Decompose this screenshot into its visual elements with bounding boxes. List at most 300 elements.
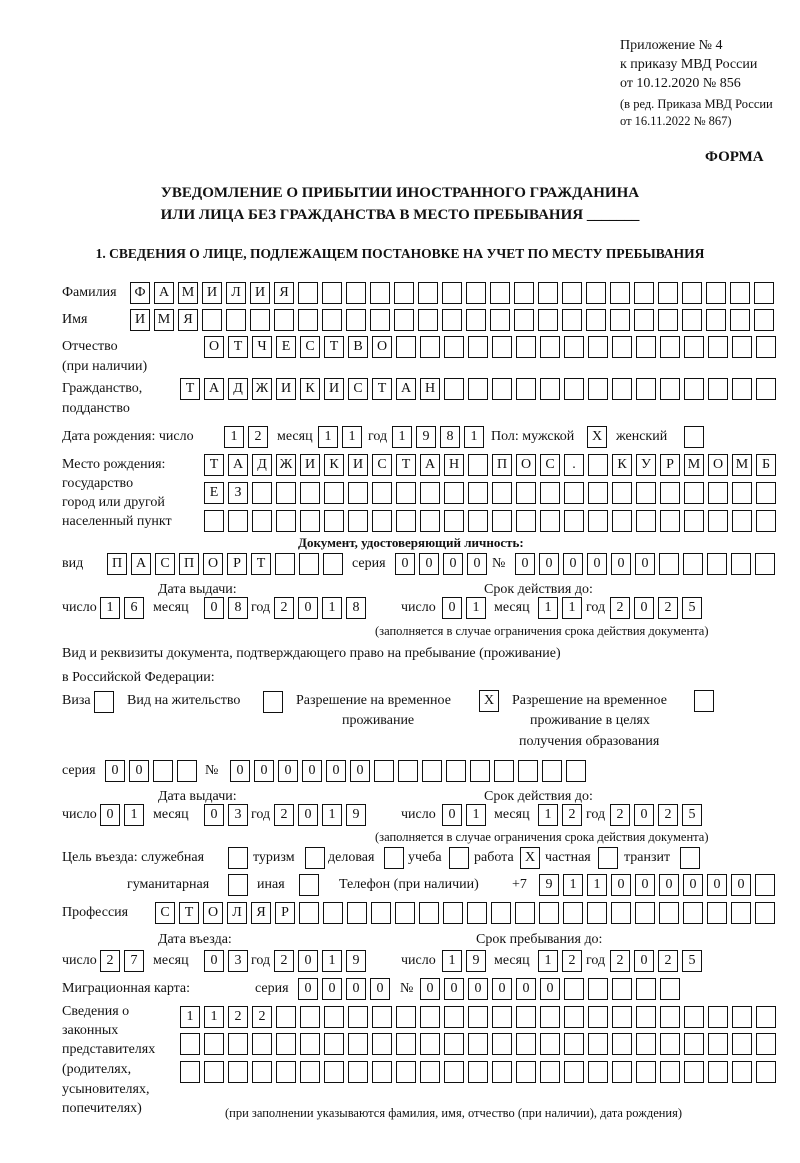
- char-cell[interactable]: [398, 760, 418, 782]
- char-cell[interactable]: Т: [228, 336, 248, 358]
- char-cell[interactable]: Д: [252, 454, 272, 476]
- char-cell[interactable]: 0: [683, 874, 703, 896]
- char-cell[interactable]: [444, 378, 464, 400]
- char-cell[interactable]: 2: [228, 1006, 248, 1028]
- char-cell[interactable]: И: [250, 282, 270, 304]
- char-cell[interactable]: [612, 378, 632, 400]
- char-cell[interactable]: М: [684, 454, 704, 476]
- char-cell[interactable]: [588, 454, 608, 476]
- representatives-line-1[interactable]: [180, 1006, 776, 1028]
- char-cell[interactable]: П: [179, 553, 199, 575]
- char-cell[interactable]: [684, 482, 704, 504]
- char-cell[interactable]: [322, 309, 342, 331]
- stay-number-field[interactable]: [230, 760, 586, 782]
- char-cell[interactable]: [684, 1033, 704, 1055]
- char-cell[interactable]: [324, 510, 344, 532]
- char-cell[interactable]: [682, 282, 702, 304]
- char-cell[interactable]: [300, 1061, 320, 1083]
- char-cell[interactable]: К: [612, 454, 632, 476]
- char-cell[interactable]: [660, 510, 680, 532]
- char-cell[interactable]: [396, 336, 416, 358]
- char-cell[interactable]: [250, 309, 270, 331]
- representatives-line-2[interactable]: [180, 1033, 776, 1055]
- char-cell[interactable]: 2: [274, 950, 294, 972]
- char-cell[interactable]: [492, 1061, 512, 1083]
- char-cell[interactable]: 0: [516, 978, 536, 1000]
- char-cell[interactable]: [634, 309, 654, 331]
- purpose-tourism-checkbox[interactable]: [305, 847, 325, 869]
- char-cell[interactable]: [732, 510, 752, 532]
- char-cell[interactable]: А: [396, 378, 416, 400]
- char-cell[interactable]: 0: [634, 950, 654, 972]
- char-cell[interactable]: Я: [274, 282, 294, 304]
- char-cell[interactable]: [324, 1061, 344, 1083]
- char-cell[interactable]: [226, 309, 246, 331]
- char-cell[interactable]: Н: [420, 378, 440, 400]
- char-cell[interactable]: [564, 336, 584, 358]
- char-cell[interactable]: [276, 510, 296, 532]
- char-cell[interactable]: [755, 553, 775, 575]
- char-cell[interactable]: [515, 902, 535, 924]
- edu-residence-checkbox[interactable]: [694, 690, 714, 712]
- char-cell[interactable]: [732, 1033, 752, 1055]
- char-cell[interactable]: [732, 482, 752, 504]
- patronymic-field[interactable]: [204, 336, 776, 358]
- char-cell[interactable]: В: [348, 336, 368, 358]
- char-cell[interactable]: [588, 378, 608, 400]
- char-cell[interactable]: З: [228, 482, 248, 504]
- char-cell[interactable]: [612, 1033, 632, 1055]
- char-cell[interactable]: [466, 309, 486, 331]
- char-cell[interactable]: [636, 1006, 656, 1028]
- char-cell[interactable]: Р: [660, 454, 680, 476]
- char-cell[interactable]: [494, 760, 514, 782]
- citizenship-field[interactable]: [180, 378, 776, 400]
- char-cell[interactable]: [372, 482, 392, 504]
- char-cell[interactable]: 2: [274, 597, 294, 619]
- char-cell[interactable]: [444, 336, 464, 358]
- char-cell[interactable]: [468, 1033, 488, 1055]
- char-cell[interactable]: [659, 902, 679, 924]
- purpose-business-checkbox[interactable]: [384, 847, 404, 869]
- char-cell[interactable]: Р: [275, 902, 295, 924]
- char-cell[interactable]: 0: [611, 553, 631, 575]
- char-cell[interactable]: 0: [204, 597, 224, 619]
- char-cell[interactable]: 2: [610, 950, 630, 972]
- char-cell[interactable]: [396, 1006, 416, 1028]
- char-cell[interactable]: 2: [658, 597, 678, 619]
- stay-series-field[interactable]: [105, 760, 197, 782]
- char-cell[interactable]: [442, 282, 462, 304]
- char-cell[interactable]: 1: [538, 950, 558, 972]
- char-cell[interactable]: [443, 902, 463, 924]
- char-cell[interactable]: [542, 760, 562, 782]
- char-cell[interactable]: [684, 336, 704, 358]
- char-cell[interactable]: 2: [248, 426, 268, 448]
- char-cell[interactable]: 1: [224, 426, 244, 448]
- char-cell[interactable]: [490, 282, 510, 304]
- char-cell[interactable]: 0: [419, 553, 439, 575]
- char-cell[interactable]: А: [228, 454, 248, 476]
- id-series-field[interactable]: [395, 553, 487, 575]
- char-cell[interactable]: [756, 1006, 776, 1028]
- char-cell[interactable]: [684, 510, 704, 532]
- stay-until-day-field[interactable]: [442, 950, 486, 972]
- char-cell[interactable]: [346, 282, 366, 304]
- char-cell[interactable]: [756, 482, 776, 504]
- char-cell[interactable]: [564, 1033, 584, 1055]
- char-cell[interactable]: [348, 1033, 368, 1055]
- char-cell[interactable]: И: [348, 454, 368, 476]
- char-cell[interactable]: Ж: [276, 454, 296, 476]
- char-cell[interactable]: 0: [298, 597, 318, 619]
- char-cell[interactable]: [516, 510, 536, 532]
- char-cell[interactable]: 0: [395, 553, 415, 575]
- char-cell[interactable]: [468, 378, 488, 400]
- char-cell[interactable]: [370, 282, 390, 304]
- char-cell[interactable]: [348, 1061, 368, 1083]
- char-cell[interactable]: 1: [322, 950, 342, 972]
- char-cell[interactable]: [588, 1033, 608, 1055]
- char-cell[interactable]: Л: [227, 902, 247, 924]
- char-cell[interactable]: Б: [756, 454, 776, 476]
- birth-month-field[interactable]: [318, 426, 362, 448]
- char-cell[interactable]: 1: [322, 804, 342, 826]
- birth-year-field[interactable]: [392, 426, 484, 448]
- char-cell[interactable]: [636, 1033, 656, 1055]
- char-cell[interactable]: 9: [346, 950, 366, 972]
- char-cell[interactable]: 1: [204, 1006, 224, 1028]
- purpose-official-checkbox[interactable]: [228, 847, 248, 869]
- char-cell[interactable]: [252, 1033, 272, 1055]
- char-cell[interactable]: 0: [129, 760, 149, 782]
- stay-until-month-field[interactable]: [538, 950, 582, 972]
- char-cell[interactable]: [322, 282, 342, 304]
- char-cell[interactable]: 9: [416, 426, 436, 448]
- char-cell[interactable]: [540, 1006, 560, 1028]
- char-cell[interactable]: 8: [228, 597, 248, 619]
- char-cell[interactable]: [636, 1061, 656, 1083]
- char-cell[interactable]: [540, 1033, 560, 1055]
- char-cell[interactable]: [516, 482, 536, 504]
- char-cell[interactable]: [470, 760, 490, 782]
- char-cell[interactable]: И: [300, 454, 320, 476]
- char-cell[interactable]: И: [276, 378, 296, 400]
- char-cell[interactable]: [276, 482, 296, 504]
- char-cell[interactable]: 1: [466, 597, 486, 619]
- char-cell[interactable]: [444, 482, 464, 504]
- char-cell[interactable]: 0: [731, 874, 751, 896]
- purpose-work-checkbox[interactable]: X: [520, 847, 540, 869]
- char-cell[interactable]: [516, 1033, 536, 1055]
- char-cell[interactable]: 0: [659, 874, 679, 896]
- char-cell[interactable]: 0: [442, 804, 462, 826]
- char-cell[interactable]: Е: [204, 482, 224, 504]
- char-cell[interactable]: [346, 309, 366, 331]
- char-cell[interactable]: [636, 978, 656, 1000]
- char-cell[interactable]: [612, 1061, 632, 1083]
- char-cell[interactable]: Ч: [252, 336, 272, 358]
- char-cell[interactable]: [372, 1033, 392, 1055]
- char-cell[interactable]: [396, 1033, 416, 1055]
- char-cell[interactable]: 0: [370, 978, 390, 1000]
- birthplace-line-2[interactable]: [204, 482, 776, 504]
- char-cell[interactable]: [516, 336, 536, 358]
- name-field[interactable]: [130, 309, 774, 331]
- char-cell[interactable]: 2: [274, 804, 294, 826]
- char-cell[interactable]: У: [636, 454, 656, 476]
- char-cell[interactable]: 0: [540, 978, 560, 1000]
- char-cell[interactable]: [708, 1033, 728, 1055]
- char-cell[interactable]: [612, 1006, 632, 1028]
- char-cell[interactable]: [252, 482, 272, 504]
- char-cell[interactable]: [756, 1033, 776, 1055]
- char-cell[interactable]: [756, 510, 776, 532]
- char-cell[interactable]: [588, 978, 608, 1000]
- char-cell[interactable]: Л: [226, 282, 246, 304]
- char-cell[interactable]: [274, 309, 294, 331]
- stay-issue-year-field[interactable]: [274, 804, 366, 826]
- char-cell[interactable]: 0: [563, 553, 583, 575]
- char-cell[interactable]: [491, 902, 511, 924]
- char-cell[interactable]: 7: [124, 950, 144, 972]
- char-cell[interactable]: [153, 760, 173, 782]
- phone-field[interactable]: [539, 874, 775, 896]
- char-cell[interactable]: [372, 1061, 392, 1083]
- char-cell[interactable]: [682, 309, 702, 331]
- char-cell[interactable]: [468, 1006, 488, 1028]
- char-cell[interactable]: 0: [278, 760, 298, 782]
- char-cell[interactable]: 0: [105, 760, 125, 782]
- char-cell[interactable]: [540, 336, 560, 358]
- char-cell[interactable]: [540, 1061, 560, 1083]
- char-cell[interactable]: 0: [587, 553, 607, 575]
- char-cell[interactable]: [684, 1061, 704, 1083]
- char-cell[interactable]: [492, 336, 512, 358]
- id-valid-day-field[interactable]: [442, 597, 486, 619]
- char-cell[interactable]: А: [154, 282, 174, 304]
- char-cell[interactable]: [708, 378, 728, 400]
- char-cell[interactable]: Я: [251, 902, 271, 924]
- char-cell[interactable]: [514, 282, 534, 304]
- char-cell[interactable]: [708, 1061, 728, 1083]
- char-cell[interactable]: 0: [204, 804, 224, 826]
- id-valid-month-field[interactable]: [538, 597, 582, 619]
- sex-female-checkbox[interactable]: [684, 426, 704, 448]
- char-cell[interactable]: 8: [346, 597, 366, 619]
- char-cell[interactable]: 2: [562, 804, 582, 826]
- purpose-other-checkbox[interactable]: [299, 874, 319, 896]
- char-cell[interactable]: [180, 1061, 200, 1083]
- char-cell[interactable]: 0: [298, 978, 318, 1000]
- char-cell[interactable]: М: [178, 282, 198, 304]
- char-cell[interactable]: [564, 1006, 584, 1028]
- char-cell[interactable]: [754, 282, 774, 304]
- char-cell[interactable]: А: [420, 454, 440, 476]
- char-cell[interactable]: Н: [444, 454, 464, 476]
- char-cell[interactable]: [467, 902, 487, 924]
- char-cell[interactable]: [755, 874, 775, 896]
- char-cell[interactable]: 0: [635, 874, 655, 896]
- char-cell[interactable]: 1: [464, 426, 484, 448]
- char-cell[interactable]: 1: [538, 804, 558, 826]
- id-valid-year-field[interactable]: [610, 597, 702, 619]
- char-cell[interactable]: [300, 1033, 320, 1055]
- char-cell[interactable]: [468, 482, 488, 504]
- char-cell[interactable]: [420, 510, 440, 532]
- char-cell[interactable]: [660, 378, 680, 400]
- char-cell[interactable]: [420, 482, 440, 504]
- char-cell[interactable]: [708, 1006, 728, 1028]
- char-cell[interactable]: 1: [442, 950, 462, 972]
- char-cell[interactable]: [446, 760, 466, 782]
- char-cell[interactable]: 2: [252, 1006, 272, 1028]
- char-cell[interactable]: [444, 1006, 464, 1028]
- char-cell[interactable]: [468, 510, 488, 532]
- id-number-field[interactable]: [515, 553, 775, 575]
- char-cell[interactable]: [586, 282, 606, 304]
- char-cell[interactable]: [252, 1061, 272, 1083]
- char-cell[interactable]: [276, 1006, 296, 1028]
- char-cell[interactable]: 0: [634, 597, 654, 619]
- char-cell[interactable]: О: [516, 454, 536, 476]
- char-cell[interactable]: [228, 510, 248, 532]
- char-cell[interactable]: 0: [515, 553, 535, 575]
- char-cell[interactable]: [610, 282, 630, 304]
- char-cell[interactable]: [707, 902, 727, 924]
- char-cell[interactable]: [708, 510, 728, 532]
- char-cell[interactable]: [660, 978, 680, 1000]
- char-cell[interactable]: 0: [350, 760, 370, 782]
- char-cell[interactable]: Т: [179, 902, 199, 924]
- migration-number-field[interactable]: [420, 978, 680, 1000]
- char-cell[interactable]: [180, 1033, 200, 1055]
- char-cell[interactable]: [586, 309, 606, 331]
- char-cell[interactable]: 6: [124, 597, 144, 619]
- char-cell[interactable]: И: [202, 282, 222, 304]
- char-cell[interactable]: 2: [658, 950, 678, 972]
- char-cell[interactable]: [707, 553, 727, 575]
- char-cell[interactable]: [564, 1061, 584, 1083]
- char-cell[interactable]: [444, 510, 464, 532]
- char-cell[interactable]: [732, 378, 752, 400]
- char-cell[interactable]: 0: [420, 978, 440, 1000]
- char-cell[interactable]: 0: [468, 978, 488, 1000]
- char-cell[interactable]: [324, 1006, 344, 1028]
- char-cell[interactable]: [538, 309, 558, 331]
- char-cell[interactable]: [756, 336, 776, 358]
- char-cell[interactable]: [347, 902, 367, 924]
- char-cell[interactable]: [636, 378, 656, 400]
- char-cell[interactable]: 1: [318, 426, 338, 448]
- char-cell[interactable]: Ж: [252, 378, 272, 400]
- char-cell[interactable]: Т: [324, 336, 344, 358]
- char-cell[interactable]: 0: [204, 950, 224, 972]
- migration-series-field[interactable]: [298, 978, 390, 1000]
- char-cell[interactable]: 0: [492, 978, 512, 1000]
- char-cell[interactable]: [564, 510, 584, 532]
- entry-month-field[interactable]: [204, 950, 248, 972]
- char-cell[interactable]: [706, 282, 726, 304]
- char-cell[interactable]: [492, 1033, 512, 1055]
- purpose-private-checkbox[interactable]: [598, 847, 618, 869]
- id-issue-month-field[interactable]: [204, 597, 248, 619]
- char-cell[interactable]: [708, 482, 728, 504]
- char-cell[interactable]: 0: [298, 950, 318, 972]
- char-cell[interactable]: [612, 482, 632, 504]
- stay-valid-day-field[interactable]: [442, 804, 486, 826]
- char-cell[interactable]: [300, 482, 320, 504]
- char-cell[interactable]: К: [324, 454, 344, 476]
- char-cell[interactable]: [371, 902, 391, 924]
- char-cell[interactable]: [612, 978, 632, 1000]
- char-cell[interactable]: 1: [322, 597, 342, 619]
- char-cell[interactable]: 0: [539, 553, 559, 575]
- char-cell[interactable]: [204, 510, 224, 532]
- char-cell[interactable]: 2: [610, 804, 630, 826]
- char-cell[interactable]: [636, 482, 656, 504]
- stay-valid-month-field[interactable]: [538, 804, 582, 826]
- char-cell[interactable]: П: [107, 553, 127, 575]
- char-cell[interactable]: И: [130, 309, 150, 331]
- char-cell[interactable]: 0: [707, 874, 727, 896]
- char-cell[interactable]: [660, 1033, 680, 1055]
- char-cell[interactable]: [324, 1033, 344, 1055]
- char-cell[interactable]: [732, 1061, 752, 1083]
- char-cell[interactable]: [252, 510, 272, 532]
- char-cell[interactable]: 1: [562, 597, 582, 619]
- char-cell[interactable]: 1: [563, 874, 583, 896]
- char-cell[interactable]: [204, 1033, 224, 1055]
- char-cell[interactable]: [204, 1061, 224, 1083]
- char-cell[interactable]: [442, 309, 462, 331]
- char-cell[interactable]: [564, 482, 584, 504]
- char-cell[interactable]: Р: [227, 553, 247, 575]
- char-cell[interactable]: [348, 482, 368, 504]
- char-cell[interactable]: [298, 282, 318, 304]
- char-cell[interactable]: [276, 1061, 296, 1083]
- char-cell[interactable]: [562, 309, 582, 331]
- char-cell[interactable]: [588, 482, 608, 504]
- char-cell[interactable]: [755, 902, 775, 924]
- char-cell[interactable]: [468, 1061, 488, 1083]
- char-cell[interactable]: [538, 282, 558, 304]
- char-cell[interactable]: 5: [682, 950, 702, 972]
- profession-field[interactable]: [155, 902, 775, 924]
- char-cell[interactable]: .: [564, 454, 584, 476]
- char-cell[interactable]: С: [155, 902, 175, 924]
- char-cell[interactable]: [588, 336, 608, 358]
- char-cell[interactable]: [396, 482, 416, 504]
- char-cell[interactable]: [444, 1061, 464, 1083]
- char-cell[interactable]: С: [540, 454, 560, 476]
- sex-male-checkbox[interactable]: X: [587, 426, 607, 448]
- id-issue-year-field[interactable]: [274, 597, 366, 619]
- char-cell[interactable]: [420, 336, 440, 358]
- birthplace-line-3[interactable]: [204, 510, 776, 532]
- char-cell[interactable]: [370, 309, 390, 331]
- char-cell[interactable]: 1: [124, 804, 144, 826]
- char-cell[interactable]: О: [203, 902, 223, 924]
- entry-day-field[interactable]: [100, 950, 144, 972]
- char-cell[interactable]: 0: [100, 804, 120, 826]
- char-cell[interactable]: [177, 760, 197, 782]
- char-cell[interactable]: Т: [251, 553, 271, 575]
- char-cell[interactable]: [395, 902, 415, 924]
- char-cell[interactable]: 0: [611, 874, 631, 896]
- char-cell[interactable]: [660, 482, 680, 504]
- char-cell[interactable]: [756, 378, 776, 400]
